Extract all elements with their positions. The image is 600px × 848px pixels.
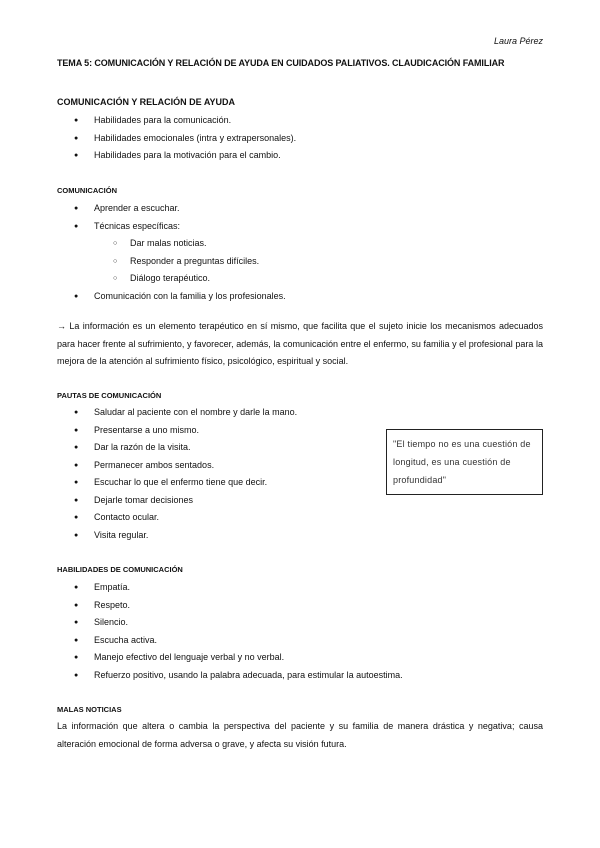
list-item: ● Respeto.	[57, 597, 547, 615]
quote-box: "El tiempo no es una cuestión de longitud, es una cuestión de profundidad"	[386, 429, 543, 495]
list-item: ● Presentarse a uno mismo.	[57, 422, 377, 440]
list-item: ● Escuchar lo que el enfermo tiene que decir.	[57, 474, 377, 492]
sublist-item: ○ Diálogo terapéutico.	[94, 270, 547, 288]
list-item: ● Dejarle tomar decisiones	[57, 492, 377, 510]
list-item: ● Habilidades para la comunicación.	[57, 112, 547, 130]
list-item: ● Permanecer ambos sentados.	[57, 457, 377, 475]
heading-malas-noticias: MALAS NOTICIAS	[57, 705, 122, 714]
paragraph-malas-noticias: La información que altera o cambia la perspectiva del paciente y su familia de manera drástica y negativa; causa alteración emocional de forma adversa o grave, y afecta su visión futura.	[57, 721, 543, 749]
list-item: ● Saludar al paciente con el nombre y darle la mano.	[57, 404, 377, 422]
list-item: ● Contacto ocular.	[57, 509, 377, 527]
list-item: ● Dar la razón de la visita.	[57, 439, 377, 457]
heading-habilidades: HABILIDADES DE COMUNICACIÓN	[57, 565, 183, 574]
sublist-item: ○ Dar malas noticias.	[94, 235, 547, 253]
document-title: TEMA 5: COMUNICACIÓN Y RELACIÓN DE AYUDA EN CUIDADOS PALIATIVOS. CLAUDICACIÓN FAMILIAR	[57, 58, 505, 68]
list-item: ● Comunicación con la familia y los profesionales.	[57, 288, 547, 306]
sublist-tecnicas	[94, 235, 547, 288]
list-item: ● Silencio.	[57, 614, 547, 632]
list-relacion-ayuda	[57, 112, 547, 165]
list-pautas	[57, 404, 377, 544]
list-item: ● Empatía.	[57, 579, 547, 597]
list-item: ● Escucha activa.	[57, 632, 547, 650]
heading-comunicacion: COMUNICACIÓN	[57, 186, 117, 195]
list-item: ● Habilidades emocionales (intra y extrapersonales).	[57, 130, 547, 148]
heading-relacion-ayuda: COMUNICACIÓN Y RELACIÓN DE AYUDA	[57, 97, 236, 107]
author-name: Laura Pérez	[493, 36, 543, 46]
list-habilidades	[57, 579, 547, 684]
list-item: ● Habilidades para la motivación para el cambio.	[57, 147, 547, 165]
heading-pautas: PAUTAS DE COMUNICACIÓN	[57, 391, 162, 400]
list-item-label: Técnicas específicas:	[94, 220, 181, 231]
sublist-item: ○ Responder a preguntas difíciles.	[94, 253, 547, 271]
list-item	[57, 218, 547, 288]
paragraph-informacion: → La información es un elemento terapéutico en sí mismo, que facilita que el sujeto inicie los mecanismos adecuados para hacer frente al sufrimiento, y favorecer, además, la comunicación entre el enfermo, su familia y el profesional para la mejora de la atención al sufrimiento físico, psicológico, espiritual y social.	[57, 321, 543, 367]
list-comunicacion	[57, 200, 547, 305]
list-item: ● Manejo efectivo del lenguaje verbal y no verbal.	[57, 649, 547, 667]
list-item: ● Refuerzo positivo, usando la palabra adecuada, para estimular la autoestima.	[57, 667, 547, 685]
list-item: ● Aprender a escuchar.	[57, 200, 547, 218]
list-item: ● Visita regular.	[57, 527, 377, 545]
